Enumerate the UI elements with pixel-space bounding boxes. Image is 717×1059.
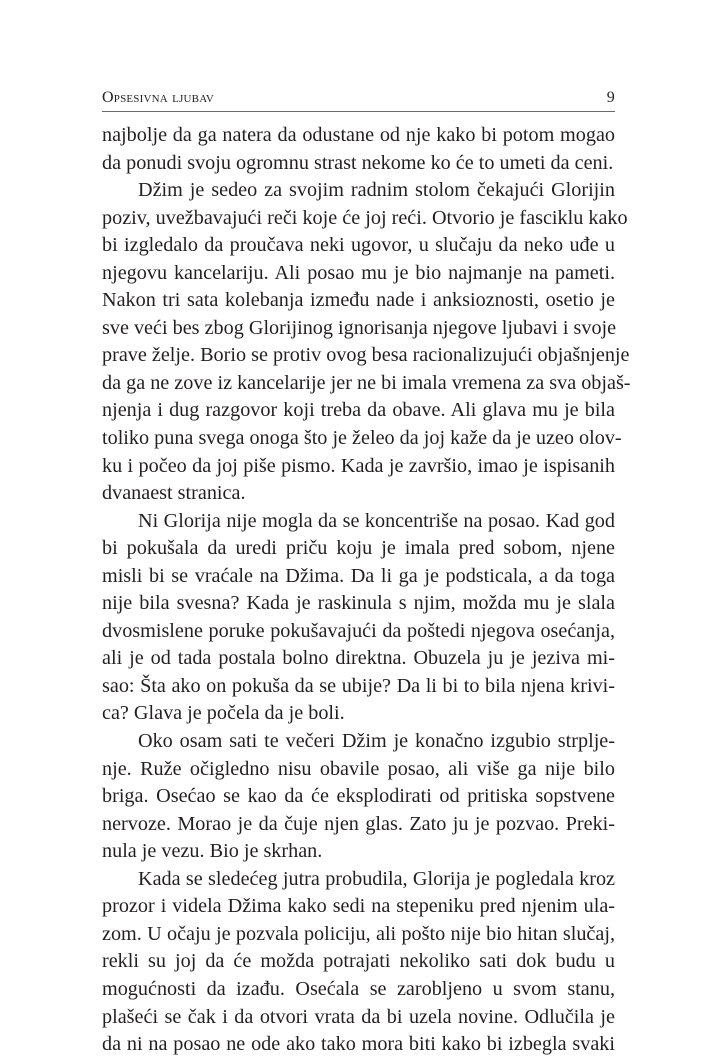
text-line: dvanaest stranica. — [102, 482, 246, 505]
text-line: misli bi se vraćale na Džima. Da li ga je podsticala, a da toga — [102, 564, 615, 587]
text-line: Nakon tri sata kolebanja između nade i anksioznosti, osetio je — [102, 289, 615, 312]
text-line: Ni Glorija nije mogla da se koncentriše na posao. Kad god — [138, 509, 615, 532]
text-line: mogućnosti da izađu. Osećala se zarobljeno u svom stanu, — [102, 977, 615, 1000]
text-line: bi izgledalo da proučava neki ugovor, u slučaju da neko uđe u — [102, 234, 615, 257]
paragraph — [102, 866, 615, 1059]
text-line: nje. Ruže očigledno nisu obavile posao, ali više ga nije bilo — [102, 757, 615, 780]
text-line: da ga ne zove iz kancelarije jer ne bi imala vremena za sva objaš- — [102, 371, 631, 394]
paragraph — [102, 122, 615, 177]
text-line: Oko osam sati te večeri Džim je konačno izgubio strplje- — [138, 730, 615, 753]
paragraph — [102, 728, 615, 866]
text-line: ca? Glava je počela da je boli. — [102, 702, 345, 725]
text-line: rekli su joj da će možda potrajati nekoliko sati dok budu u — [102, 950, 615, 973]
text-line: nije bila svesna? Kada je raskinula s njim, možda mu je slala — [102, 592, 615, 615]
text-line: Džim je sedeo za svojim radnim stolom čekajući Glorijin — [138, 179, 615, 202]
body-text — [102, 122, 631, 1059]
text-line: prozor i videla Džima kako sedi na stepeniku pred njenim ula- — [102, 895, 615, 918]
text-line: sao: Šta ako on pokuša da se ubije? Da li bi to bila njena krivi- — [102, 674, 615, 697]
text-line: prave želje. Borio se protiv ovog besa racionalizujući objašnjenje — [102, 344, 630, 367]
text-line: najbolje da ga natera da odustane od nje kako bi potom mogao — [102, 124, 615, 146]
text-line: ku i počeo da joj piše pismo. Kada je završio, imao je ispisanih — [102, 454, 615, 477]
text-line: da ni na posao ne ode ako tako mora biti kako bi izbegla svaki — [102, 1033, 615, 1056]
text-line: njegovu kancelariju. Ali posao mu je bio najmanje na pameti. — [102, 261, 615, 284]
text-line: njenja i dug razgovor koji treba da obave. Ali glava mu je bila — [102, 399, 615, 422]
text-line: Kada se sledećeg jutra probudila, Glorija je pogledala kroz — [138, 867, 615, 890]
text-line: da ponudi svoju ogromnu strast nekome ko će to umeti da ceni. — [102, 151, 614, 174]
text-line: poziv, uvežbavajući reči koje će joj reći. Otvorio je fasciklu kako — [102, 206, 628, 229]
paragraph — [102, 508, 615, 728]
text-line: nervoze. Morao je da čuje njen glas. Zato ju je pozvao. Preki- — [102, 812, 615, 835]
text-line: toliko puna svega onoga što je želeo da joj kaže da je uzeo olov- — [102, 427, 622, 450]
book-page — [102, 88, 631, 1059]
text-line: ali je od tada postala bolno direktna. Obuzela ju je jeziva mi- — [102, 647, 615, 670]
paragraph — [102, 177, 631, 508]
text-line: nula je vezu. Bio je skrhan. — [102, 840, 323, 863]
text-line: dvosmislene poruke pokušavajući da poštedi njegova osećanja, — [102, 619, 615, 642]
text-line: plašeći se čak i da otvori vrata da bi uzela novine. Odlučila je — [102, 1005, 615, 1028]
text-line: zom. U očaju je pozvala policiju, ali pošto nije bio hitan slučaj, — [102, 922, 615, 945]
text-line: briga. Osećao se kao da će eksplodirati od pritiska sopstvene — [102, 785, 615, 808]
text-line: bi pokušala da uredi priču koju je imala pred sobom, njene — [102, 537, 615, 560]
text-line: sve veći bes zbog Glorijinog ignorisanja njegove ljubavi i svoje — [102, 316, 617, 339]
page-number: 9 — [606, 89, 615, 106]
running-head-title: Opsesivna ljubav — [102, 89, 215, 106]
running-head — [102, 88, 615, 112]
